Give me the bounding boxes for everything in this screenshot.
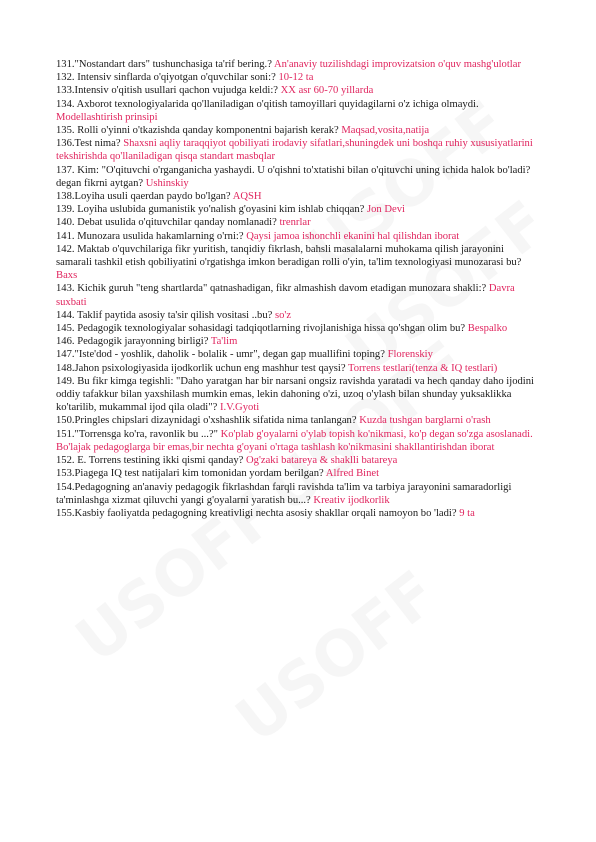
question-item xyxy=(56,335,540,348)
answer-text: Qaysi jamoa ishonchli ekanini hal qilishdan iborat xyxy=(246,230,460,242)
answer-text: Torrens testlari(tenza & IQ testlari) xyxy=(348,362,498,374)
answer-text: trenrlar xyxy=(279,217,311,229)
answer-text: 9 ta xyxy=(459,507,475,519)
answer-text: Alfred Binet xyxy=(325,468,380,480)
answer-text: Ushinskiy xyxy=(145,177,189,189)
question-text: 132. Intensiv sinflarda o'qiyotgan o'quvchilar soni:? xyxy=(56,72,276,84)
question-item xyxy=(56,282,540,308)
answer-text: XX asr 60-70 yillarda xyxy=(280,85,374,97)
answer-text: AQSH xyxy=(232,191,262,203)
answer-text: Florenskiy xyxy=(387,349,433,361)
answer-text: Baxs xyxy=(56,270,78,282)
question-text: 155.Kasbiy faoliyatda pedagogning kreativligi nechta asosiy shakllar orqali namoyon bo 'ladi? xyxy=(56,507,457,519)
answer-text: Ko'plab g'oyalarni o'ylab topish ko'nikmasi, ko'p degan so'zga asoslanadi. Bo'lajak pedagoglarga bir emas,bir nechta g'oyani o'rtaga tashlash ko'nikmasini shakllantirishdan iborat xyxy=(56,428,533,453)
question-item xyxy=(56,71,540,84)
question-item xyxy=(56,124,540,137)
question-item xyxy=(56,243,540,283)
question-list xyxy=(56,58,540,520)
question-text: 154.Pedagogning an'anaviy pedagogik fikrlashdan farqli ravishda ta'lim va tarbiya jarayonini samaradorligi ta'minlashga xizmat qiluvchi yangi g'oyalarni yaratish bu...? xyxy=(56,481,512,506)
question-item xyxy=(56,481,540,507)
answer-text: An'anaviy tuzilishdagi improvizatsion o'quv mashg'ulotlar xyxy=(273,59,521,70)
question-text: 136.Test nima? xyxy=(56,138,121,150)
question-item xyxy=(56,84,540,97)
question-item xyxy=(56,137,540,163)
question-item xyxy=(56,348,540,361)
question-text: 150.Pringles chipslari dizaynidagi o'xshashlik sifatida nima tanlangan? xyxy=(56,415,357,427)
question-item xyxy=(56,309,540,322)
question-text: 137. Kim: "O'qituvchi o'rganganicha yashaydi. U o'qishni to'xtatishi bilan o'qituvchi uning ichida halok bo'ladi? degan fikrni aytgan? xyxy=(56,164,531,189)
question-item xyxy=(56,203,540,216)
question-text: 133.Intensiv o'qitish usullari qachon vujudga keldi:? xyxy=(56,85,278,97)
answer-text: Bespalko xyxy=(467,323,508,335)
question-item xyxy=(56,230,540,243)
answer-text: Ta'lim xyxy=(210,336,238,348)
question-item xyxy=(56,164,540,190)
question-item xyxy=(56,216,540,229)
answer-text: Shaxsni aqliy taraqqiyot qobiliyati irodaviy sifatlari,shuningdek uni boshqa ruhiy xususiyatlarini tekshirishda qo'llaniladigan qisqa standart masbqlar xyxy=(56,138,533,163)
question-text: 144. Taklif paytida asosiy ta'sir qilish vositasi ..bu? xyxy=(56,309,273,321)
question-text: 148.Jahon psixologiyasida ijodkorlik uchun eng mashhur test qaysi? xyxy=(56,362,346,374)
question-item xyxy=(56,322,540,335)
question-item xyxy=(56,58,540,71)
question-item xyxy=(56,467,540,480)
question-text: 139. Loyiha uslubida gumanistik yo'nalish g'oyasini kim ishlab chiqqan? xyxy=(56,204,365,216)
answer-text: Jon Devi xyxy=(367,204,405,216)
answer-text: Maqsad,vosita,natija xyxy=(341,125,430,137)
question-item xyxy=(56,414,540,427)
answer-text: 10-12 ta xyxy=(278,72,314,84)
question-item xyxy=(56,362,540,375)
answer-text: I.V.Gyoti xyxy=(219,402,260,414)
question-item xyxy=(56,428,540,454)
question-text: 145. Pedagogik texnologiyalar sohasidagi tadqiqotlarning rivojlanishiga hissa qo'shgan olim bu? xyxy=(56,323,466,335)
answer-text: Og'zaki batareya & shaklli batareya xyxy=(246,455,398,467)
question-text: 147."Iste'dod - yoshlik, daholik - bolalik - umr", degan gap muallifini toping? xyxy=(56,349,385,361)
question-text: 131."Nostandart dars" tushunchasiga ta'rif bering.? xyxy=(56,59,272,70)
watermark xyxy=(222,556,450,757)
question-text: 152. E. Torrens testining ikki qismi qanday? xyxy=(56,455,244,467)
answer-text: Davra suxbati xyxy=(56,283,515,308)
question-text: 143. Kichik guruh "teng shartlarda" qatnashadigan, fikr almashish davom etadigan munozara shakli:? xyxy=(56,283,487,295)
question-text: 141. Munozara usulida hakamlarning o'rni:? xyxy=(56,230,244,242)
answer-text: so'z xyxy=(275,309,292,321)
answer-text: Kuzda tushgan barglarni o'rash xyxy=(359,415,491,427)
question-text: 146. Pedagogik jarayonning birligi? xyxy=(56,336,209,348)
question-item xyxy=(56,454,540,467)
question-text: 140. Debat usulida o'qituvchilar qanday nomlanadi? xyxy=(56,217,277,229)
question-text: 153.Piagega IQ test natijalari kim tomonidan yordam berilgan? xyxy=(56,468,324,480)
question-text: 149. Bu fikr kimga tegishli: "Daho yaratgan har bir narsani ongsiz ravishda yaratadi va hech qanday daho ijodini oddiy tafakkur bilan yaxshilash mumkin emas, lekin dahoning o'zi, uzoq o'ylash bilan shunday yuksaklikka ko'tarilib, mukammal ijod qila oladi"? xyxy=(56,375,534,414)
answer-text: Kreativ ijodkorlik xyxy=(313,494,390,506)
answer-text: Modellashtirish prinsipi xyxy=(56,111,158,123)
question-item xyxy=(56,190,540,203)
question-text: 151."Torrensga ko'ra, ravonlik bu ...?" xyxy=(56,428,218,440)
question-item xyxy=(56,375,540,415)
question-item xyxy=(56,507,540,520)
question-text: 142. Maktab o'quvchilariga fikr yuritish, tanqidiy fikrlash, bahsli masalalarni muhokama qilish jarayonini samarali tashkil etish qobiliyatini o'rgatishga imkon beradigan rolli o'yin, ta'lim texnologiyasi munozarasi bu? xyxy=(56,243,522,269)
question-text: 134. Axborot texnologiyalarida qo'llaniladigan o'qitish tamoyillari quyidagilarni o'z ichiga olmaydi. xyxy=(56,98,479,110)
question-text: 138.Loyiha usuli qaerdan paydo bo'lgan? xyxy=(56,191,231,203)
question-text: 135. Rolli o'yinni o'tkazishda qanday komponentni bajarish kerak? xyxy=(56,125,339,137)
question-item xyxy=(56,98,540,124)
